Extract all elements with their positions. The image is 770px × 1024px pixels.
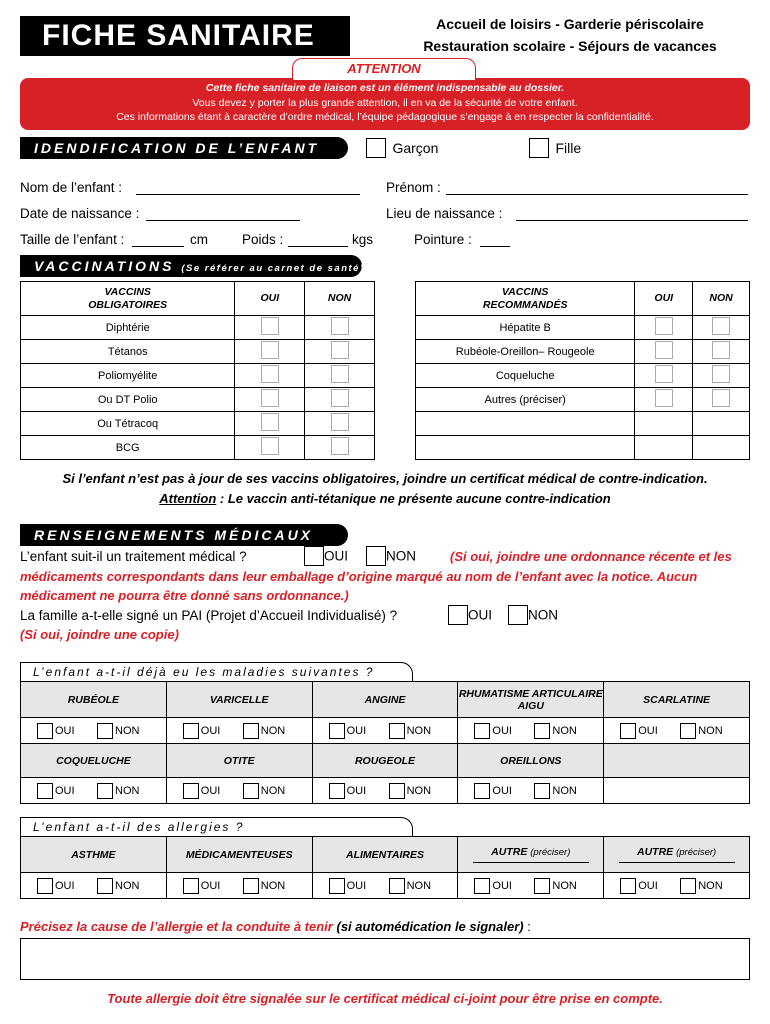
allergie-oui-checkbox[interactable] bbox=[474, 878, 490, 894]
maladie-non-checkbox[interactable] bbox=[243, 723, 259, 739]
vaccin-non-checkbox[interactable] bbox=[712, 341, 730, 359]
pai-non-checkbox[interactable] bbox=[508, 605, 528, 625]
poids-label: Poids : bbox=[242, 232, 284, 247]
vaccin-oui-checkbox[interactable] bbox=[655, 317, 673, 335]
vaccins-recommandes-table bbox=[415, 281, 750, 460]
maladie-non-checkbox[interactable] bbox=[389, 783, 405, 799]
maladies-table: RUBÉOLE VARICELLE ANGINE RHUMATISME ARTICULAIRE AIGU SCARLATINE OUI NON OUI NON OUI NON OUI NON OUI NON COQUELUCHE OTITE ROUGEOLE OREILLONS OUI NON OUI NON OUI NON OUI NON bbox=[20, 681, 750, 804]
maladie-non-checkbox[interactable] bbox=[389, 723, 405, 739]
non-header: NON bbox=[693, 282, 750, 316]
fille-checkbox[interactable] bbox=[529, 138, 549, 158]
vaccin-name: Ou Tétracoq bbox=[21, 412, 235, 436]
pai-oui-checkbox[interactable] bbox=[448, 605, 468, 625]
empty-cell bbox=[604, 778, 750, 804]
poids-unit: kgs bbox=[352, 232, 374, 247]
vaccin-non-checkbox[interactable] bbox=[331, 365, 349, 383]
vaccinations-title: VACCINATIONS bbox=[34, 258, 175, 274]
maladie-header: RHUMATISME ARTICULAIRE AIGU bbox=[458, 682, 604, 718]
maladie-non-checkbox[interactable] bbox=[534, 723, 550, 739]
date-naissance-field[interactable] bbox=[146, 220, 300, 221]
vaccin-name: Autres (préciser) bbox=[416, 388, 635, 412]
vaccin-oui-checkbox[interactable] bbox=[261, 317, 279, 335]
oui-header: OUI bbox=[635, 282, 693, 316]
empty-cell bbox=[416, 412, 635, 436]
vaccin-non-checkbox[interactable] bbox=[712, 365, 730, 383]
allergie-header: MÉDICAMENTEUSES bbox=[166, 837, 312, 873]
lieu-naissance-field[interactable] bbox=[516, 220, 748, 221]
nom-field[interactable] bbox=[136, 194, 360, 195]
maladie-header: COQUELUCHE bbox=[21, 744, 167, 778]
vaccin-non-checkbox[interactable] bbox=[331, 341, 349, 359]
nom-label: Nom de l’enfant : bbox=[20, 180, 123, 195]
allergie-oui-checkbox[interactable] bbox=[329, 878, 345, 894]
autre-field[interactable] bbox=[619, 862, 735, 863]
maladie-non-checkbox[interactable] bbox=[97, 783, 113, 799]
vaccin-name: Ou DT Polio bbox=[21, 388, 235, 412]
vaccin-non-checkbox[interactable] bbox=[331, 413, 349, 431]
pointure-label: Pointure : bbox=[414, 232, 472, 247]
maladie-oui-checkbox[interactable] bbox=[329, 783, 345, 799]
vaccin-oui-checkbox[interactable] bbox=[655, 341, 673, 359]
traitement-question: L’enfant suit-il un traitement médical ? bbox=[20, 549, 247, 564]
allergie-footer-note: Toute allergie doit être signalée sur le certificat médical ci-joint pour être prise en compte. bbox=[107, 991, 663, 1006]
maladie-header: VARICELLE bbox=[166, 682, 312, 718]
vaccin-oui-checkbox[interactable] bbox=[261, 437, 279, 455]
pai-oui-option[interactable]: OUI bbox=[448, 605, 492, 625]
allergie-header: ASTHME bbox=[21, 837, 167, 873]
vaccin-name: Coqueluche bbox=[416, 364, 635, 388]
maladie-oui-checkbox[interactable] bbox=[37, 723, 53, 739]
maladie-oui-checkbox[interactable] bbox=[620, 723, 636, 739]
vaccin-oui-checkbox[interactable] bbox=[655, 389, 673, 407]
garcon-option[interactable] bbox=[366, 138, 438, 158]
date-naissance-label: Date de naissance : bbox=[20, 206, 140, 221]
vaccins-obligatoires-table bbox=[20, 281, 375, 460]
allergie-non-checkbox[interactable] bbox=[389, 878, 405, 894]
allergies-table: ASTHME MÉDICAMENTEUSES ALIMENTAIRES AUTRE (préciser) AUTRE (préciser) OUI NON OUI NON OUI NON OUI NON OUI NON bbox=[20, 836, 750, 899]
page-title: FICHE SANITAIRE bbox=[20, 16, 350, 56]
lieu-naissance-label: Lieu de naissance : bbox=[386, 206, 503, 221]
maladie-header: RUBÉOLE bbox=[21, 682, 167, 718]
garcon-checkbox[interactable] bbox=[366, 138, 386, 158]
vaccinations-subtitle: (Se référer au carnet de santé) bbox=[181, 263, 365, 274]
header-services-line1: Accueil de loisirs - Garderie périscolaire bbox=[436, 16, 704, 32]
oui-header: OUI bbox=[235, 282, 305, 316]
traitement-note-a: (Si oui, joindre une ordonnance récente et les bbox=[450, 549, 732, 564]
allergie-cause-textarea[interactable] bbox=[20, 938, 750, 980]
section-vaccinations bbox=[20, 255, 365, 277]
vaccin-oui-checkbox[interactable] bbox=[655, 365, 673, 383]
allergie-autre-header: AUTRE (préciser) bbox=[458, 837, 604, 873]
traitement-oui-option[interactable]: OUI bbox=[304, 546, 348, 566]
vaccin-name: Tétanos bbox=[21, 340, 235, 364]
traitement-non-checkbox[interactable] bbox=[366, 546, 386, 566]
non-header: NON bbox=[305, 282, 375, 316]
header-services-line2: Restauration scolaire - Séjours de vacances bbox=[423, 38, 717, 54]
tetanos-note-text: : Le vaccin anti-tétanique ne présente aucune contre-indication bbox=[216, 491, 611, 506]
maladie-non-checkbox[interactable] bbox=[97, 723, 113, 739]
garcon-label: Garçon bbox=[392, 140, 439, 156]
vaccin-non-checkbox[interactable] bbox=[712, 389, 730, 407]
attention-line3: Ces informations étant à caractère d’ordre médical, l’équipe pédagogique s’engage à en respecter la confidentialité. bbox=[116, 111, 654, 123]
maladie-oui-checkbox[interactable] bbox=[183, 723, 199, 739]
maladie-non-checkbox[interactable] bbox=[243, 783, 259, 799]
allergies-label: L’enfant a-t-il des allergies ? bbox=[20, 817, 413, 837]
maladies-label: L’enfant a-t-il déjà eu les maladies suivantes ? bbox=[20, 662, 413, 682]
empty-cell bbox=[416, 436, 635, 460]
empty-cell bbox=[604, 744, 750, 778]
vaccins-warning: Si l’enfant n’est pas à jour de ses vaccins obligatoires, joindre un certificat médical de contre-indication. bbox=[62, 471, 708, 486]
traitement-note-b: médicaments correspondants dans leur emballage d’origine marqué au nom de l’enfant avec la notice. Aucun bbox=[20, 569, 698, 584]
vaccin-name: Rubéole-Oreillon– Rougeole bbox=[416, 340, 635, 364]
allergie-non-checkbox[interactable] bbox=[680, 878, 696, 894]
allergie-non-checkbox[interactable] bbox=[243, 878, 259, 894]
allergie-oui-checkbox[interactable] bbox=[183, 878, 199, 894]
maladie-header: SCARLATINE bbox=[604, 682, 750, 718]
vaccins-recommandes-header: VACCINS RECOMMANDÉS bbox=[416, 282, 635, 316]
vaccin-non-checkbox[interactable] bbox=[331, 389, 349, 407]
prenom-label: Prénom : bbox=[386, 180, 441, 195]
maladie-oui-checkbox[interactable] bbox=[474, 783, 490, 799]
taille-label: Taille de l’enfant : bbox=[20, 232, 125, 247]
allergie-oui-checkbox[interactable] bbox=[620, 878, 636, 894]
vaccin-non-checkbox[interactable] bbox=[331, 437, 349, 455]
traitement-oui-checkbox[interactable] bbox=[304, 546, 324, 566]
maladie-oui-checkbox[interactable] bbox=[329, 723, 345, 739]
traitement-non-option[interactable]: NON bbox=[366, 546, 416, 566]
vaccin-non-checkbox[interactable] bbox=[331, 317, 349, 335]
vaccin-name: Hépatite B bbox=[416, 316, 635, 340]
maladie-non-checkbox[interactable] bbox=[680, 723, 696, 739]
pointure-field[interactable] bbox=[480, 246, 510, 247]
maladie-header: OREILLONS bbox=[458, 744, 604, 778]
maladie-oui-checkbox[interactable] bbox=[474, 723, 490, 739]
poids-field[interactable] bbox=[288, 246, 348, 247]
traitement-note-c: médicament ne pourra être donné sans ordonnance.) bbox=[20, 588, 349, 603]
maladie-oui-checkbox[interactable] bbox=[183, 783, 199, 799]
maladie-header: ROUGEOLE bbox=[312, 744, 458, 778]
allergie-non-checkbox[interactable] bbox=[534, 878, 550, 894]
vaccin-oui-checkbox[interactable] bbox=[261, 389, 279, 407]
maladie-header: ANGINE bbox=[312, 682, 458, 718]
fille-option[interactable] bbox=[529, 138, 581, 158]
allergie-autre-header: AUTRE (préciser) bbox=[604, 837, 750, 873]
taille-field[interactable] bbox=[132, 246, 184, 247]
fille-label: Fille bbox=[555, 140, 582, 156]
attention-line1: Cette fiche sanitaire de liaison est un élément indispensable au dossier. bbox=[205, 82, 565, 94]
vaccin-name: Diphtérie bbox=[21, 316, 235, 340]
pai-non-option[interactable]: NON bbox=[508, 605, 558, 625]
autre-field[interactable] bbox=[473, 862, 589, 863]
vaccin-name: BCG bbox=[21, 436, 235, 460]
attention-line2: Vous devez y porter la plus grande attention, il en va de la sécurité de votre enfant. bbox=[192, 96, 578, 109]
maladie-header: OTITE bbox=[166, 744, 312, 778]
vaccin-oui-checkbox[interactable] bbox=[261, 341, 279, 359]
vaccin-name: Poliomyélite bbox=[21, 364, 235, 388]
tetanos-attention-label: Attention bbox=[159, 491, 217, 506]
section-renseignements-medicaux: RENSEIGNEMENTS MÉDICAUX bbox=[20, 524, 348, 546]
prenom-field[interactable] bbox=[446, 194, 748, 195]
allergie-cause-label: Précisez la cause de l’allergie et la conduite à tenir (si automédication le signaler) : bbox=[20, 919, 531, 934]
pai-note: (Si oui, joindre une copie) bbox=[20, 627, 179, 642]
taille-unit: cm bbox=[190, 232, 208, 247]
allergie-oui-checkbox[interactable] bbox=[37, 878, 53, 894]
allergie-non-checkbox[interactable] bbox=[97, 878, 113, 894]
maladie-oui-checkbox[interactable] bbox=[37, 783, 53, 799]
attention-box bbox=[20, 78, 750, 130]
allergie-header: ALIMENTAIRES bbox=[312, 837, 458, 873]
attention-label: ATTENTION bbox=[292, 58, 476, 80]
vaccin-non-checkbox[interactable] bbox=[712, 317, 730, 335]
tetanos-note bbox=[0, 491, 770, 506]
maladie-non-checkbox[interactable] bbox=[534, 783, 550, 799]
vaccin-oui-checkbox[interactable] bbox=[261, 365, 279, 383]
vaccins-obligatoires-header: VACCINS OBLIGATOIRES bbox=[21, 282, 235, 316]
section-identification: IDENDIFICATION DE L’ENFANT bbox=[20, 137, 348, 159]
pai-question: La famille a-t-elle signé un PAI (Projet d’Accueil Individualisé) ? bbox=[20, 608, 398, 623]
vaccin-oui-checkbox[interactable] bbox=[261, 413, 279, 431]
